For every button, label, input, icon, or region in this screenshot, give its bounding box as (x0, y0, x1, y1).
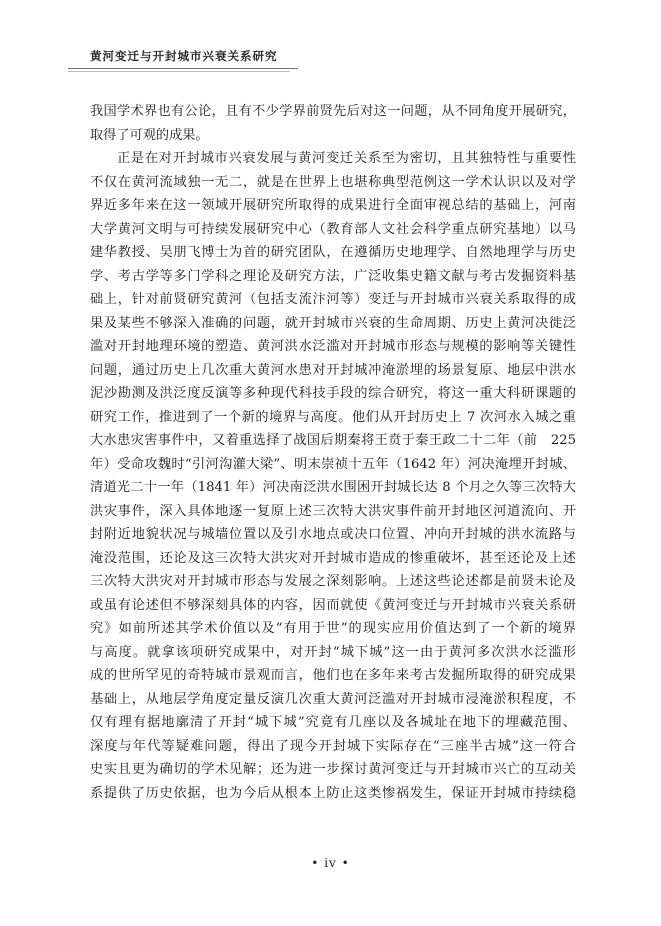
text-line: 取得了可观的成果。 (90, 127, 209, 143)
text-line: 大水患灾害事件中，又着重选择了战国后期秦将王贲于秦王政二十二年（前 225 (90, 433, 576, 448)
text-line: 基础上，从地层学角度定量反演几次重大黄河泛滥对开封城市浸淹淤积程度，不 (90, 691, 576, 707)
text-line: 成的世所罕见的奇特城市景观而言，他们也在多年来考古发掘所取得的研究成果 (90, 668, 576, 683)
text-line: 与高度。就拿该项研究成果中，对开封“城下城”这一由于黄河多次洪水泛滥形 (90, 644, 576, 660)
text-line: 史实且更为确切的学术见解；还为进一步探讨黄河变迁与开封城市兴亡的互动关 (90, 762, 576, 777)
text-line: 封附近地貌状况与城墙位置以及引水地点或决口位置、冲向开封城的洪水流路与 (90, 527, 576, 542)
text-line: 建华教授、吴朋飞博士为首的研究团队，在遵循历史地理学、自然地理学与历史 (90, 245, 576, 260)
text-line: 果及某些不够深入准确的问题，就开封城市兴衰的生命周期、历史上黄河决徙泛 (90, 315, 576, 331)
header-rule-thin (68, 71, 290, 72)
text-line: 不仅在黄河流域独一无二，就是在世界上也堪称典型范例这一学术认识以及对学 (90, 174, 576, 190)
header-rule (68, 68, 298, 69)
text-line: 础上，针对前贤研究黄河（包括支流汴河等）变迁与开封城市兴衰关系取得的成 (90, 292, 576, 307)
text-line: 清道光二十一年（1841 年）河决南泛洪水围困开封城长达 8 个月之久等三次特大 (90, 480, 576, 495)
text-line: 洪灾事件，深入具体地逐一复原上述三次特大洪灾事件前开封地区河道流向、开 (90, 503, 576, 519)
text-line: 滥对开封地理环境的塑造、黄河洪水泛滥对开封城市形态与规模的影响等关键性 (90, 339, 576, 354)
text-line: 学、考古学等多门学科之理论及研究方法，广泛收集史籍文献与考古发掘资料基 (90, 268, 576, 284)
text-line: 三次特大洪灾对开封城市形态与发展之深刻影响。上述这些论述都是前贤未论及 (90, 574, 576, 589)
text-line: 我国学术界也有公论，且有不少学界前贤先后对这一问题，从不同角度开展研究， (90, 104, 576, 119)
text-line: 界近多年来在这一领域开展研究所取得的成果进行全面审视总结的基础上，河南 (90, 198, 576, 213)
text-line: 仅有理有据地廓清了开封“城下城”究竟有几座以及各城址在地下的埋藏范围、 (90, 715, 576, 730)
text-line: 系提供了历史依据，也为今后从根本上防止这类惨祸发生，保证开封城市持续稳 (90, 785, 576, 801)
text-line: 正是在对开封城市兴衰发展与黄河变迁关系至为密切，且其独特性与重要性 (117, 151, 576, 166)
text-line: 淹没范围，还论及这三次特大洪灾对开封城市造成的惨重破坏，甚至还论及上述 (90, 550, 576, 566)
text-line: 年）受命攻魏时“引河沟灌大梁”、明末崇祯十五年（1642 年）河决淹埋开封城、 (90, 456, 576, 472)
text-line: 或虽有论述但不够深刻具体的内容，因而就使《黄河变迁与开封城市兴衰关系研 (90, 597, 576, 613)
text-line: 大学黄河文明与可持续发展研究中心（教育部人文社会科学重点研究基地）以马 (90, 221, 576, 237)
text-line: 泥沙勘测及洪泛度反演等多种现代科技手段的综合研究，将这一重大科研课题的 (90, 386, 576, 401)
page-number: • iv • (311, 856, 350, 870)
text-line: 研究工作，推进到了一个新的境界与高度。他们从开封历史上 7 次河水入城之重 (90, 409, 576, 425)
text-line: 究》如前所述其学术价值以及“有用于世”的现实应用价值达到了一个新的境界 (90, 621, 576, 636)
text-line: 问题，通过历史上几次重大黄河水患对开封城冲淹淤埋的场景复原、地层中洪水 (90, 362, 576, 378)
body-text (90, 100, 576, 805)
text-line: 深度与年代等疑难问题，得出了现今开封城下实际存在“三座半古城”这一符合 (90, 738, 576, 754)
running-head: 黄河变迁与开封城市兴衰关系研究 (90, 49, 278, 63)
